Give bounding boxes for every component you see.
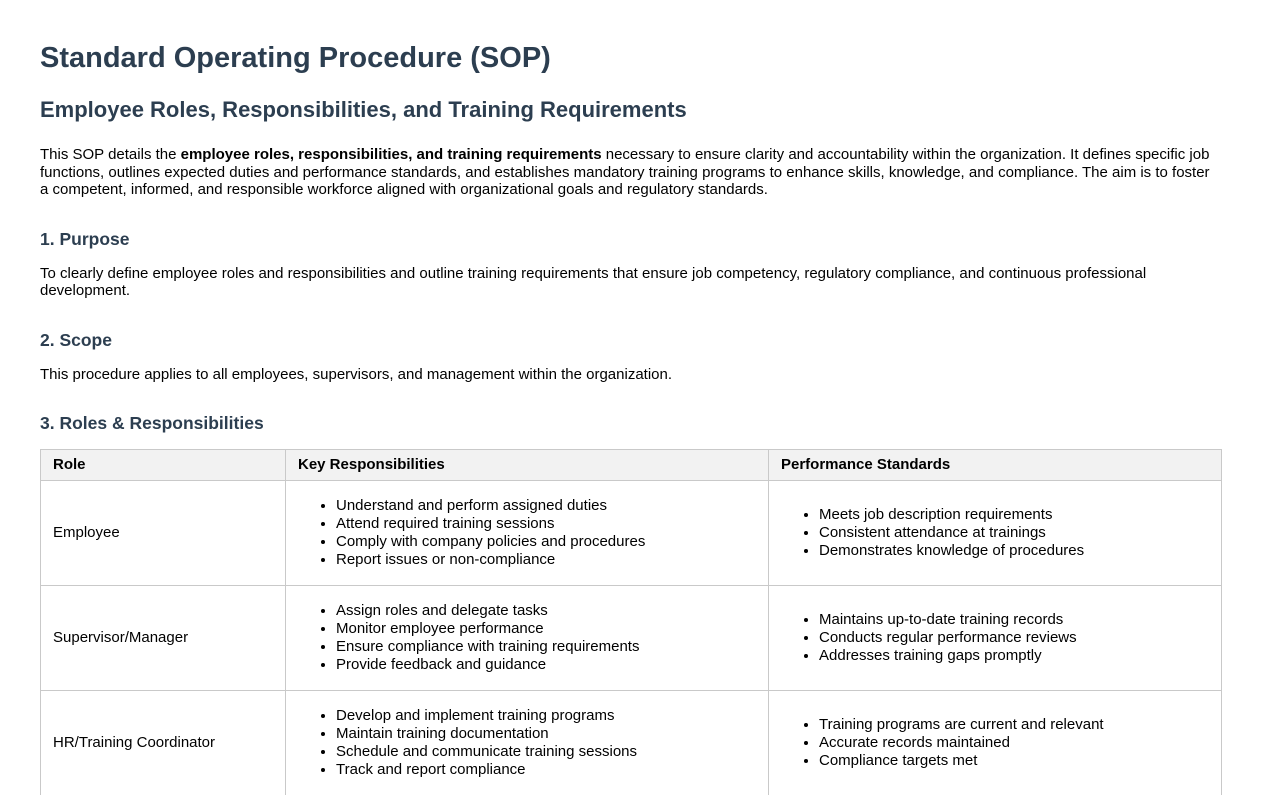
table-row-supervisor — [41, 585, 1222, 690]
section-heading-purpose: 1. Purpose — [40, 228, 130, 249]
intro-paragraph — [40, 146, 1221, 199]
section-heading-scope: 2. Scope — [40, 329, 112, 350]
list-item: • Meets job description requirements — [819, 506, 1209, 524]
roles-responsibilities-table — [40, 449, 1222, 795]
standards-cell — [769, 585, 1222, 690]
list-item: • Demonstrates knowledge of procedures — [819, 542, 1209, 560]
role-cell: Employee — [41, 480, 286, 585]
list-item: • Maintain training documentation — [336, 725, 756, 743]
list-item: • Understand and perform assigned duties — [336, 497, 756, 515]
list-item: • Addresses training gaps promptly — [819, 647, 1209, 665]
role-cell: HR/Training Coordinator — [41, 690, 286, 795]
list-item: • Track and report compliance — [336, 761, 756, 779]
column-header-role: Role — [41, 450, 286, 481]
intro-text-after: necessary to ensure clarity and accountability within the organization. It defines specific job functions, outlines expected duties and performance standards, and establishes mandatory training programs to enhance skills, knowledge, and compliance. The aim is to foster a competent, informed, and responsible workforce aligned with organizational goals and regulatory standards. — [40, 146, 1210, 198]
list-item: • Develop and implement training programs — [336, 707, 756, 725]
standards-list — [781, 506, 1209, 560]
section-body-purpose: To clearly define employee roles and responsibilities and outline training requirements that ensure job competency, regulatory compliance, and continuous professional development. — [40, 264, 1147, 299]
table-row-employee — [41, 480, 1222, 585]
section-body-scope: This procedure applies to all employees, supervisors, and management within the organization. — [40, 365, 673, 383]
responsibilities-cell — [286, 585, 769, 690]
list-item: • Consistent attendance at trainings — [819, 524, 1209, 542]
role-cell: Supervisor/Manager — [41, 585, 286, 690]
standards-list — [781, 611, 1209, 665]
responsibilities-list — [298, 707, 756, 779]
intro-text-before: This SOP details the — [40, 146, 181, 163]
table-header-row — [41, 450, 1222, 481]
list-item: • Ensure compliance with training requirements — [336, 638, 756, 656]
responsibilities-cell — [286, 690, 769, 795]
list-item: • Accurate records maintained — [819, 734, 1209, 752]
list-item: • Comply with company policies and procedures — [336, 533, 756, 551]
list-item: • Compliance targets met — [819, 752, 1209, 770]
list-item: • Maintains up-to-date training records — [819, 611, 1209, 629]
column-header-standards: Performance Standards — [769, 450, 1222, 481]
standards-cell — [769, 480, 1222, 585]
column-header-responsibilities: Key Responsibilities — [286, 450, 769, 481]
intro-bold-phrase: employee roles, responsibilities, and training requirements — [180, 146, 602, 163]
list-item: • Conducts regular performance reviews — [819, 629, 1209, 647]
list-item: • Assign roles and delegate tasks — [336, 602, 756, 620]
standards-list — [781, 716, 1209, 770]
section-heading-roles: 3. Roles & Responsibilities — [40, 413, 264, 433]
list-item: • Report issues or non-compliance — [336, 551, 756, 569]
responsibilities-list — [298, 602, 756, 674]
responsibilities-cell — [286, 480, 769, 585]
list-item: • Monitor employee performance — [336, 620, 756, 638]
list-item: • Attend required training sessions — [336, 515, 756, 533]
doc-title: Standard Operating Procedure (SOP) — [40, 42, 551, 74]
responsibilities-list — [298, 497, 756, 569]
table-row-hr-coordinator — [41, 690, 1222, 795]
doc-subtitle: Employee Roles, Responsibilities, and Training Requirements — [40, 97, 687, 122]
standards-cell — [769, 690, 1222, 795]
list-item: • Training programs are current and relevant — [819, 716, 1209, 734]
list-item: • Provide feedback and guidance — [336, 656, 756, 674]
list-item: • Schedule and communicate training sessions — [336, 743, 756, 761]
